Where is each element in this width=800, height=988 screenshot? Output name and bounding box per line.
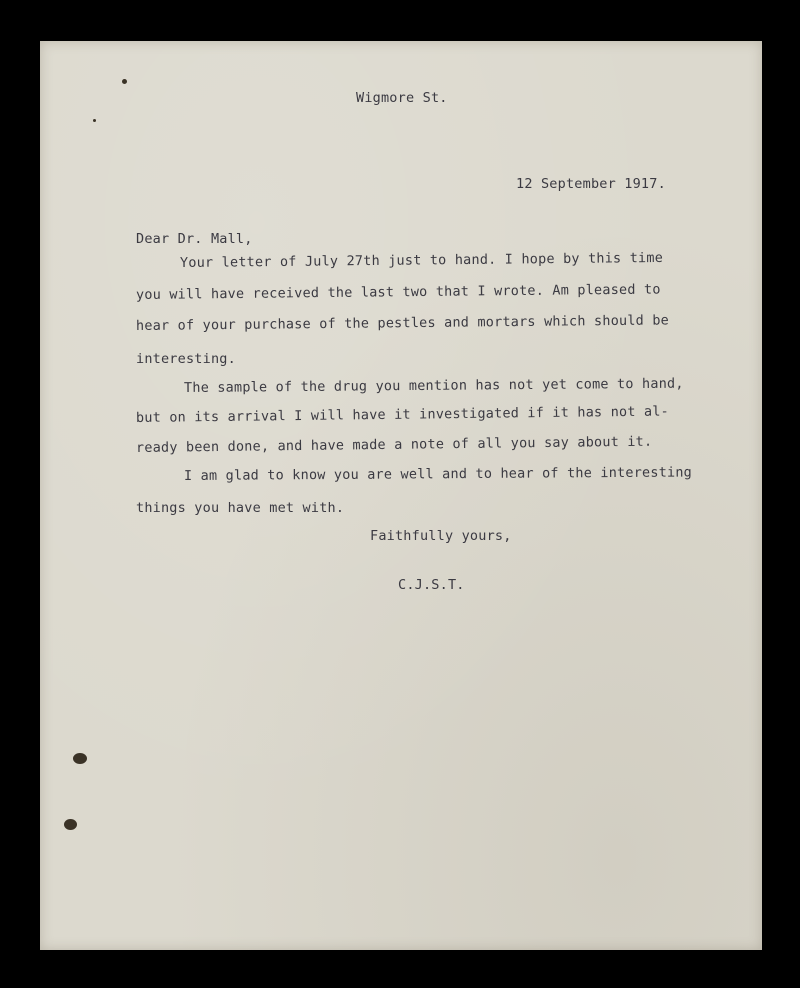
ink-spot [64, 819, 77, 830]
body-line: Your letter of July 27th just to hand. I hope by this time [179, 249, 664, 271]
body-line: ready been done, and have made a note of all you say about it. [135, 433, 653, 456]
body-line: things you have met with. [136, 500, 345, 516]
body-line: you will have received the last two that I wrote. Am pleased to [135, 281, 661, 303]
body-line: but on its arrival I will have it investigated if it has not al- [135, 403, 670, 426]
closing: Faithfully yours, [370, 528, 512, 544]
body-line: The sample of the drug you mention has not yet come to hand, [183, 375, 684, 396]
signature-initials: C.J.S.T. [398, 577, 465, 593]
ink-spot [122, 79, 127, 84]
body-line: interesting. [136, 351, 236, 367]
ink-spot [73, 753, 87, 764]
body-line: I am glad to know you are well and to hear of the interesting [183, 464, 693, 484]
salutation: Dear Dr. Mall, [136, 231, 253, 247]
letter-date: 12 September 1917. [516, 176, 666, 192]
body-line: hear of your purchase of the pestles and mortars which should be [135, 312, 670, 334]
letterhead-address: Wigmore St. [356, 90, 448, 106]
ink-spot [93, 119, 96, 122]
